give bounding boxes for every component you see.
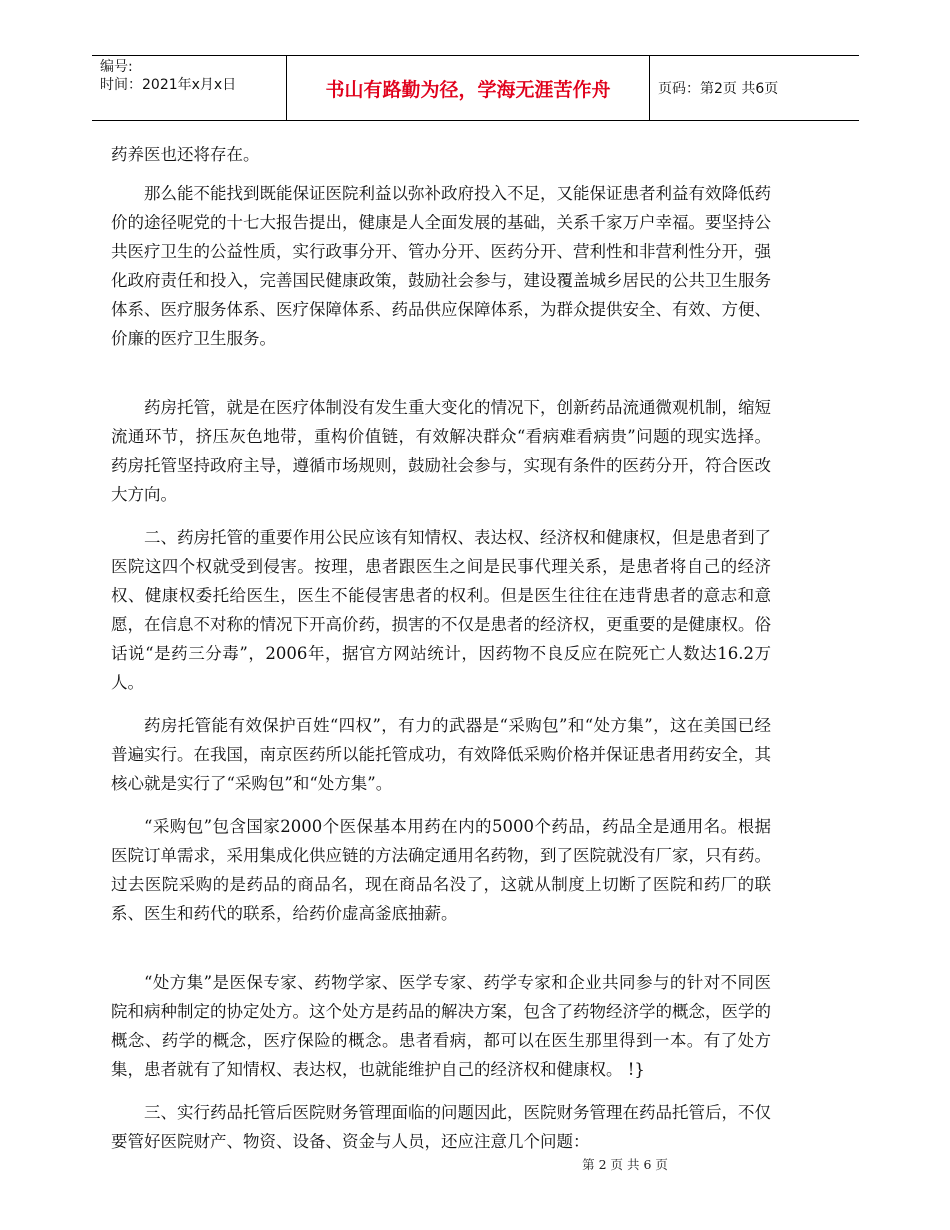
paragraph: “处方集”是医保专家、药物学家、医学专家、药学专家和企业共同参与的针对不同医院和病种制定的协定处方。这个处方是药品的解决方案，包含了药物经济学的概念，医学的概念、药学的概念，医疗保险的概念。患者看病，都可以在医生那里得到一本。有了处方集，患者就有了知情权、表达权，也就能维护自己的经济权和健康权。 !} [111,973,771,1079]
document-body [111,140,771,1156]
header-meta [92,56,287,120]
header-page-number: 页码：第2页 共6页 [658,81,779,97]
paragraph-continuation: 药养医也还将存在。 [111,145,260,164]
document-time-label: 时间：2021年x月x日 [100,77,237,93]
paragraph: 那么能不能找到既能保证医院利益以弥补政府投入不足，又能保证患者利益有效降低药价的途径呢党的十七大报告提出，健康是人全面发展的基础，关系千家万户幸福。要坚持公共医疗卫生的公益性质，实行政事分开、管办分开、医药分开、营利性和非营利性分开，强化政府责任和投入，完善国民健康政策，鼓励社会参与，建设覆盖城乡居民的公共卫生服务体系、医疗服务体系、医疗保障体系、药品供应保障体系，为群众提供安全、有效、方便、价廉的医疗卫生服务。 [111,184,771,348]
paragraph: 药房托管能有效保护百姓“四权”，有力的武器是“采购包”和“处方集”，这在美国已经普遍实行。在我国，南京医药所以能托管成功，有效降低采购价格并保证患者用药安全，其核心就是实行了“采购包”和“处方集”。 [111,716,771,793]
header-motto: 书山有路勤为径，学海无涯苦作舟 [287,56,650,120]
page-header [92,55,859,121]
paragraph: 药房托管，就是在医疗体制没有发生重大变化的情况下，创新药品流通微观机制，缩短流通环节，挤压灰色地带，重构价值链，有效解决群众“看病难看病贵”问题的现实选择。药房托管坚持政府主导，遵循市场规则，鼓励社会参与，实现有条件的医药分开，符合医改大方向。 [111,398,771,504]
paragraph-section-two: 二、药房托管的重要作用公民应该有知情权、表达权、经济权和健康权，但是患者到了医院这四个权就受到侵害。按理，患者跟医生之间是民事代理关系，是患者将自己的经济权、健康权委托给医生，医生不能侵害患者的权利。但是医生往往在违背患者的意志和意愿，在信息不对称的情况下开高价药，损害的不仅是患者的经济权，更重要的是健康权。俗话说“是药三分毒”，2006年，据官方网站统计，因药物不良反应在院死亡人数达16.2万人。 [111,528,771,692]
document-number-label: 编号: [100,59,133,75]
paragraph-section-three: 三、实行药品托管后医院财务管理面临的问题因此，医院财务管理在药品托管后，不仅要管好医院财产、物资、设备、资金与人员，还应注意几个问题： [111,1103,771,1151]
paragraph: “采购包”包含国家2000个医保基本用药在内的5000个药品，药品全是通用名。根据医院订单需求，采用集成化供应链的方法确定通用名药物，到了医院就没有厂家，只有药。过去医院采购的是药品的商品名，现在商品名没了，这就从制度上切断了医院和药厂的联系、医生和药代的联系，给药价虚高釜底抽薪。 [111,817,771,923]
page-footer: 第 2 页 共 6 页 [582,1157,668,1172]
